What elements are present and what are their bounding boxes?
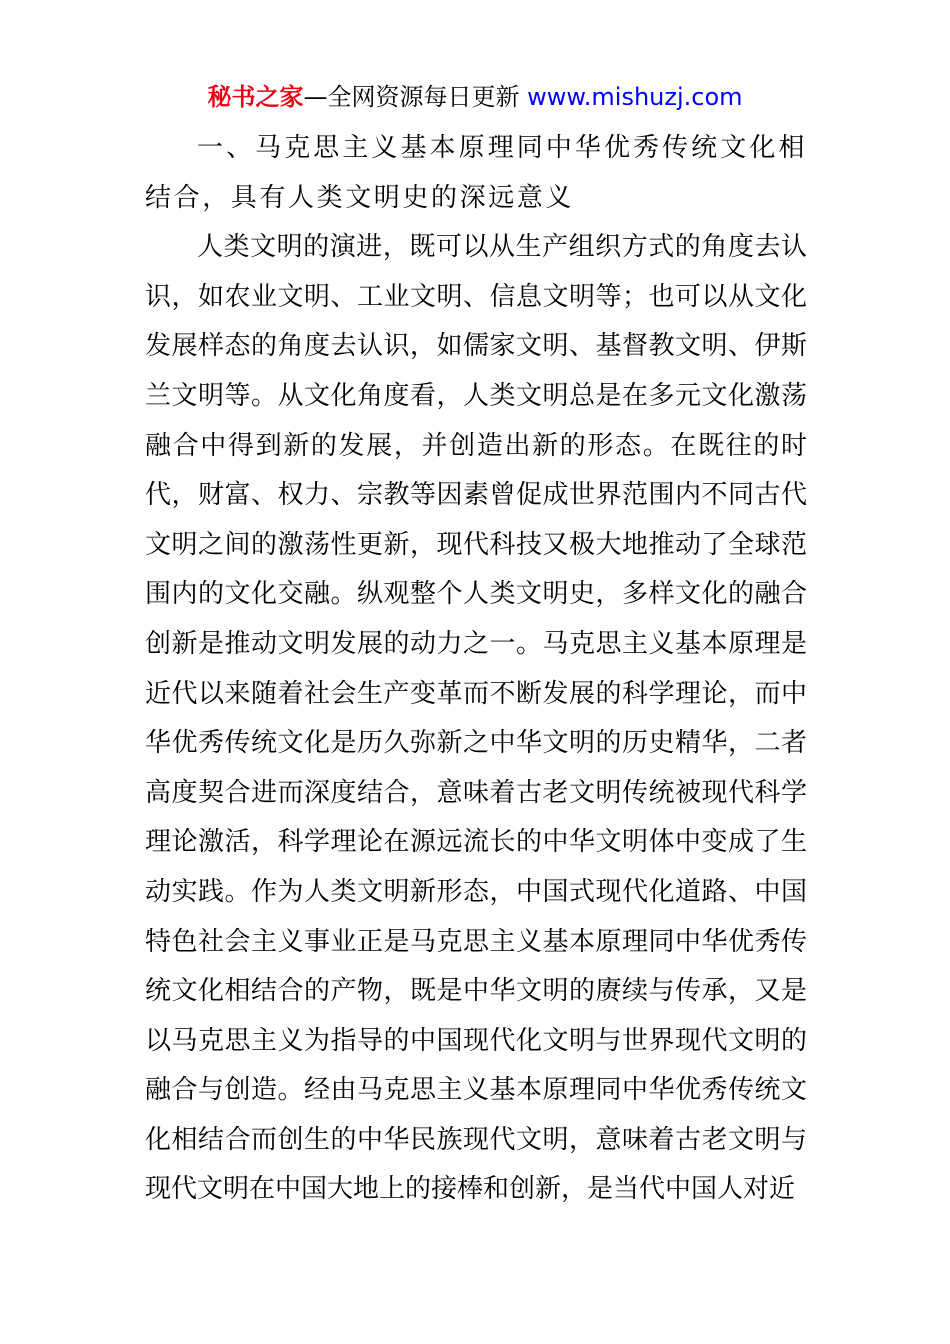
document-body xyxy=(145,124,807,1215)
brand-name: 秘书之家 xyxy=(207,83,304,111)
header-tagline: —全网资源每日更新 xyxy=(303,83,528,111)
website-link[interactable]: www.mishuzj.com xyxy=(527,83,743,111)
page-header xyxy=(0,80,950,114)
body-paragraph: 人类文明的演进，既可以从生产组织方式的角度去认识，如农业文明、工业文明、信息文明等；也可以从文化发展样态的角度去认识，如儒家文明、基督教文明、伊斯兰文明等。从文化角度看，人类文明总是在多元文化激荡融合中得到新的发展，并创造出新的形态。在既往的时代，财富、权力、宗教等因素曾促成世界范围内不同古代文明之间的激荡性更新，现代科技又极大地推动了全球范围内的文化交融。纵观整个人类文明史，多样文化的融合创新是推动文明发展的动力之一。马克思主义基本原理是近代以来随着社会生产变革而不断发展的科学理论，而中华优秀传统文化是历久弥新之中华文明的历史精华，二者高度契合进而深度结合，意味着古老文明传统被现代科学理论激活，科学理论在源远流长的中华文明体中变成了生动实践。作为人类文明新形态，中国式现代化道路、中国特色社会主义事业正是马克思主义基本原理同中华优秀传统文化相结合的产物，既是中华文明的赓续与传承，又是以马克思主义为指导的中国现代化文明与世界现代文明的融合与创造。经由马克思主义基本原理同中华优秀传统文化相结合而创生的中华民族现代文明，意味着古老文明与现代文明在中国大地上的接棒和创新，是当代中国人对近 xyxy=(145,232,807,1205)
section-heading: 一、马克思主义基本原理同中华优秀传统文化相结合，具有人类文明史的深远意义 xyxy=(145,133,807,213)
